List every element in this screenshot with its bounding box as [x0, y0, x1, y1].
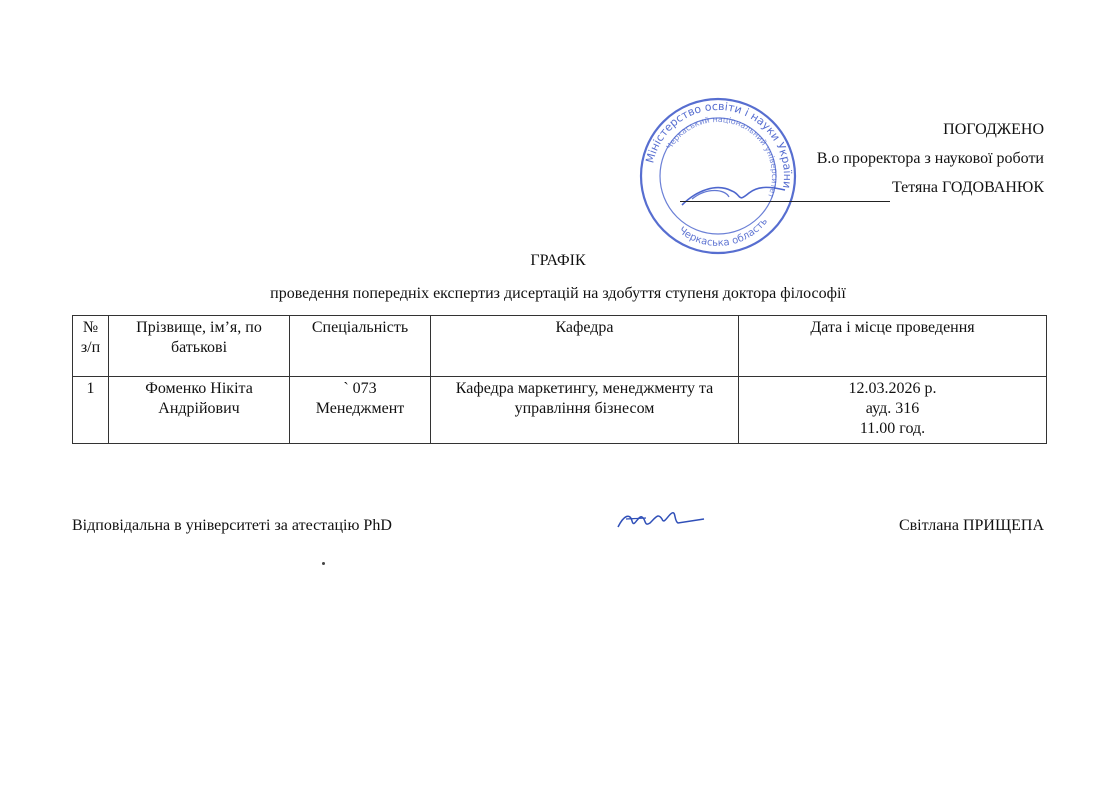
cell-num: 1: [73, 377, 109, 444]
table-row: [73, 377, 1047, 444]
handwritten-signature: [612, 505, 712, 539]
cell-specialty: [290, 377, 431, 444]
svg-text:Черкаська область: Черкаська область: [676, 216, 770, 249]
approval-name: Тетяна ГОДОВАНЮК: [891, 179, 1044, 196]
svg-text:Міністерство освіти і науки Ук: Міністерство освіти і науки України: [643, 99, 795, 190]
table-header-row: [73, 316, 1047, 377]
document-subtitle: проведення попередніх експертиз дисертацій на здобуття ступеня доктора філософії: [270, 285, 846, 302]
svg-text:Черкаський національний універ: Черкаський національний університет: [664, 114, 780, 200]
header-department: Кафедра: [431, 316, 739, 377]
cell-date-place: [739, 377, 1047, 444]
defense-time: 11.00 год.: [859, 420, 926, 437]
defense-room: ауд. 316: [865, 400, 920, 417]
schedule-table: [72, 315, 1047, 444]
signature-line: [680, 181, 890, 202]
approval-signature-row: [680, 173, 1044, 202]
cell-department: Кафедра маркетингу, менеджменту та управління бізнесом: [431, 377, 739, 444]
approval-position: В.о проректора з наукової роботи: [816, 150, 1044, 167]
approval-title: ПОГОДЖЕНО: [943, 121, 1044, 138]
document-title: ГРАФІК: [530, 252, 586, 269]
header-num: № з/п: [73, 316, 109, 377]
header-name: Прізвище, ім’я, по батькові: [109, 316, 290, 377]
footer-name: Світлана ПРИЩЕПА: [898, 517, 1044, 534]
specialty-code: ` 073: [343, 380, 377, 397]
ink-dot: [322, 562, 325, 565]
defense-date: 12.03.2026 р.: [848, 380, 937, 397]
header-specialty: Спеціальність: [290, 316, 431, 377]
header-date-place: Дата і місце проведення: [739, 316, 1047, 377]
approval-block: [680, 115, 1044, 202]
footer-role: Відповідальна в університеті за атестацію PhD: [72, 517, 392, 534]
cell-name: Фоменко Нікіта Андрійович: [109, 377, 290, 444]
specialty-name: Менеджмент: [315, 400, 405, 417]
